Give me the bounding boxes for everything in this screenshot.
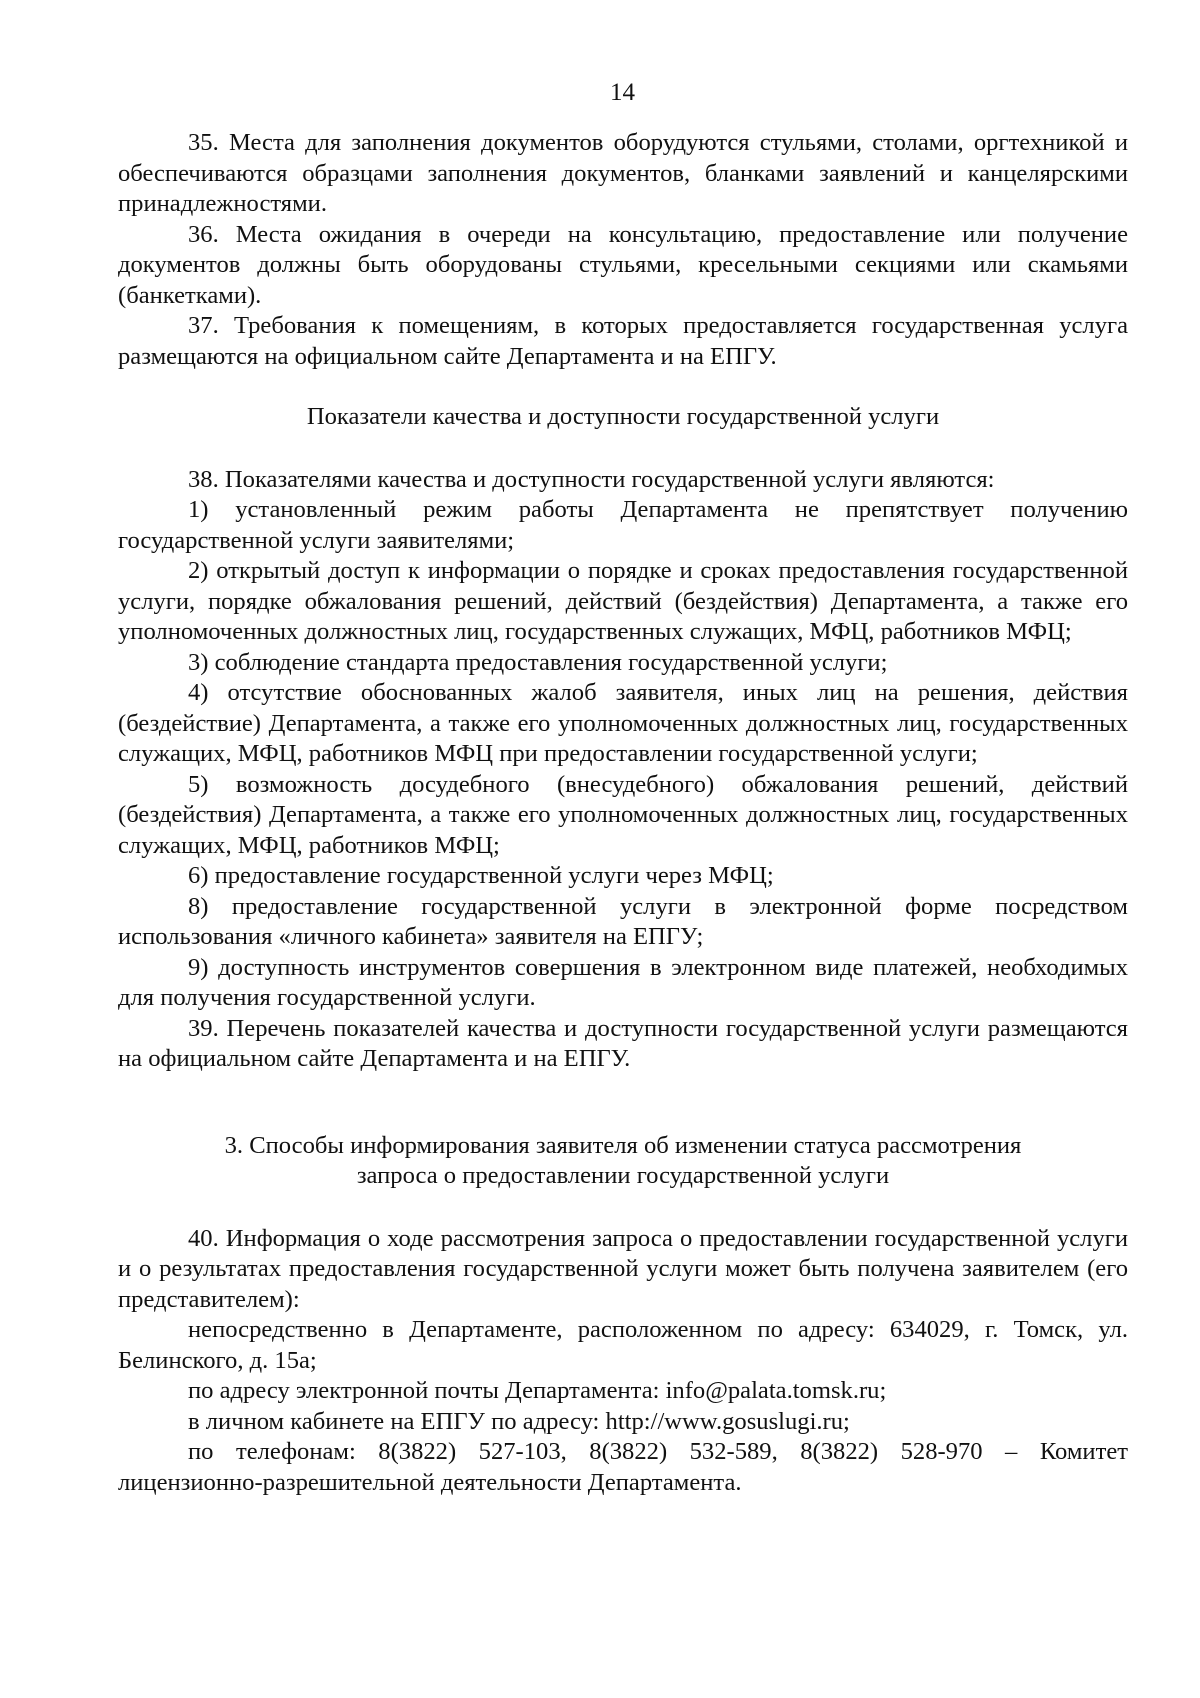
paragraph-36: 36. Места ожидания в очереди на консультацию, предоставление или получение документов должны быть оборудованы стульями, кресельными секциями или скамьями (банкетками). [118, 220, 1128, 309]
list-item-4: 4) отсутствие обоснованных жалоб заявителя, иных лиц на решения, действия (бездействие) Департамента, а также его уполномоченных должностных лиц, государственных служащих, МФЦ, работников МФЦ при предоставлении государственной услуги; [118, 679, 1128, 767]
paragraph-40: 40. Информация о ходе рассмотрения запроса о предоставлении государственной услуги и о результатах предоставления государственной услуги может быть получена заявителем (его представителем): [118, 1224, 1128, 1313]
section-heading-3-line1: 3. Способы информирования заявителя об изменении статуса рассмотрения [224, 1131, 1022, 1159]
list-item-6: 6) предоставление государственной услуги через МФЦ; [188, 862, 774, 889]
list-item-5: 5) возможность досудебного (внесудебного) обжалования решений, действий (бездействия) Департамента, а также его уполномоченных должностных лиц, государственных служащих, МФЦ, работников МФЦ; [118, 770, 1128, 859]
section-heading-3-line2: запроса о предоставлении государственной услуги [356, 1162, 890, 1189]
contact-phones: по телефонам: 8(3822) 527-103, 8(3822) 532-589, 8(3822) 528-970 – Комитет лицензионно-разрешительной деятельности Департамента. [118, 1438, 1128, 1496]
paragraph-39: 39. Перечень показателей качества и доступности государственной услуги размещаются на официальном сайте Департамента и на ЕПГУ. [118, 1014, 1128, 1072]
list-item-2: 2) открытый доступ к информации о порядке и сроках предоставления государственной услуги, порядке обжалования решений, действий (бездействия) Департамента, а также его уполномоченных должностных лиц, государственных служащих, МФЦ, работников МФЦ; [118, 557, 1128, 645]
document-body [118, 128, 1128, 1498]
section-heading-3 [118, 1131, 1128, 1192]
list-item-9: 9) доступность инструментов совершения в электронном виде платежей, необходимых для получения государственной услуги. [118, 953, 1128, 1011]
list-item-3: 3) соблюдение стандарта предоставления государственной услуги; [188, 648, 888, 676]
paragraph-37: 37. Требования к помещениям, в которых предоставляется государственная услуга размещаются на официальном сайте Департамента и на ЕПГУ. [118, 312, 1128, 370]
list-item-8: 8) предоставление государственной услуги в электронной форме посредством использования «личного кабинета» заявителя на ЕПГУ; [118, 892, 1128, 950]
contact-address: непосредственно в Департаменте, расположенном по адресу: 634029, г. Томск, ул. Белинского, д. 15а; [118, 1316, 1128, 1374]
paragraph-35: 35. Места для заполнения документов оборудуются стульями, столами, оргтехникой и обеспечиваются образцами заполнения документов, бланками заявлений и канцелярскими принадлежностями. [118, 129, 1128, 217]
list-item-1: 1) установленный режим работы Департамента не препятствует получению государственной услуги заявителями; [118, 496, 1128, 554]
contact-website: в личном кабинете на ЕПГУ по адресу: http://www.gosuslugi.ru; [188, 1407, 850, 1435]
contact-email: по адресу электронной почты Департамента: info@palata.tomsk.ru; [188, 1377, 887, 1404]
paragraph-38: 38. Показателями качества и доступности государственной услуги являются: [188, 465, 995, 493]
page-number: 14 [610, 79, 635, 106]
section-heading-quality: Показатели качества и доступности государственной услуги [306, 403, 940, 430]
